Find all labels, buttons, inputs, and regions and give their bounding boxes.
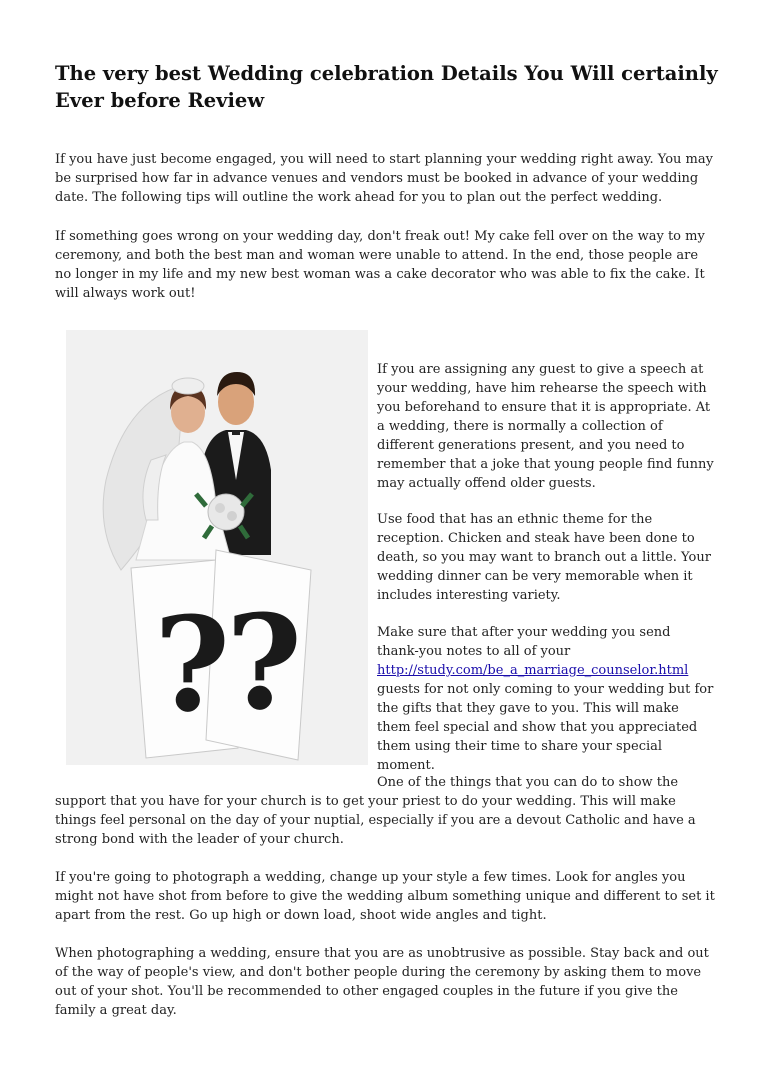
page-title: The very best Wedding celebration Details You Will certainly Ever before Review: [55, 62, 718, 112]
counselor-link[interactable]: http://study.com/be_a_marriage_counselor.html: [377, 663, 689, 678]
thank-you-text-after: guests for not only coming to your wedding but for the gifts that they gave to you. This will make them feel special and show that you appreciated them using their time to share your special moment.: [377, 682, 714, 773]
paragraph-photograph-style: If you're going to photograph a wedding, change up your style a few times. Look for angles you might not have shot from before to give the wedding album something unique and different to set it apart from the rest. Go up high or down load, shoot wide angles and tight.: [55, 870, 715, 923]
paragraph-speech: If you are assigning any guest to give a speech at your wedding, have him rehearse the speech with you beforehand to ensure that it is appropriate. At a wedding, there is normally a collection of different generations present, and you need to remember that a joke that young people find funny may actually offend older guests.: [377, 362, 714, 491]
thank-you-text-before: Make sure that after your wedding you send thank-you notes to all of your: [377, 625, 671, 659]
paragraph-intro: If you have just become engaged, you will need to start planning your wedding right away. You may be surprised how far in advance venues and vendors must be booked in advance of your wedding date. The following tips will outline the work ahead for you to plan out the perfect wedding.: [55, 152, 713, 205]
paragraph-unobtrusive: When photographing a wedding, ensure that you are as unobtrusive as possible. Stay back and out of the way of people's view, and don't bother people during the ceremony by asking them to move out of your shot. You'll be recommended to other engaged couples in the future if you give the family a great day.: [55, 946, 709, 1018]
question-mark-left: ?: [154, 588, 231, 741]
paragraph-thank-you-notes: [377, 623, 715, 775]
question-mark-right: ?: [226, 586, 303, 739]
paragraph-ethnic-food: Use food that has an ethnic theme for the reception. Chicken and steak have been done to death, so you may want to branch out a little. Your wedding dinner can be very memorable when it includes interesting variety.: [377, 512, 711, 603]
wedding-topper-image: [66, 330, 368, 765]
paragraph-church-first-line: One of the things that you can do to show the: [377, 775, 679, 790]
paragraph-dont-freak-out: If something goes wrong on your wedding day, don't freak out! My cake fell over on the way to my ceremony, and both the best man and woman were unable to attend. In the end, those people are no longer in my life and my new best woman was a cake decorator who was able to fix the cake. It will always work out!: [55, 229, 705, 301]
paragraph-church: support that you have for your church is to get your priest to do your wedding. This will make things feel personal on the day of your nuptial, especially if you are a devout Catholic and have a strong bond with the leader of your church.: [55, 794, 696, 847]
